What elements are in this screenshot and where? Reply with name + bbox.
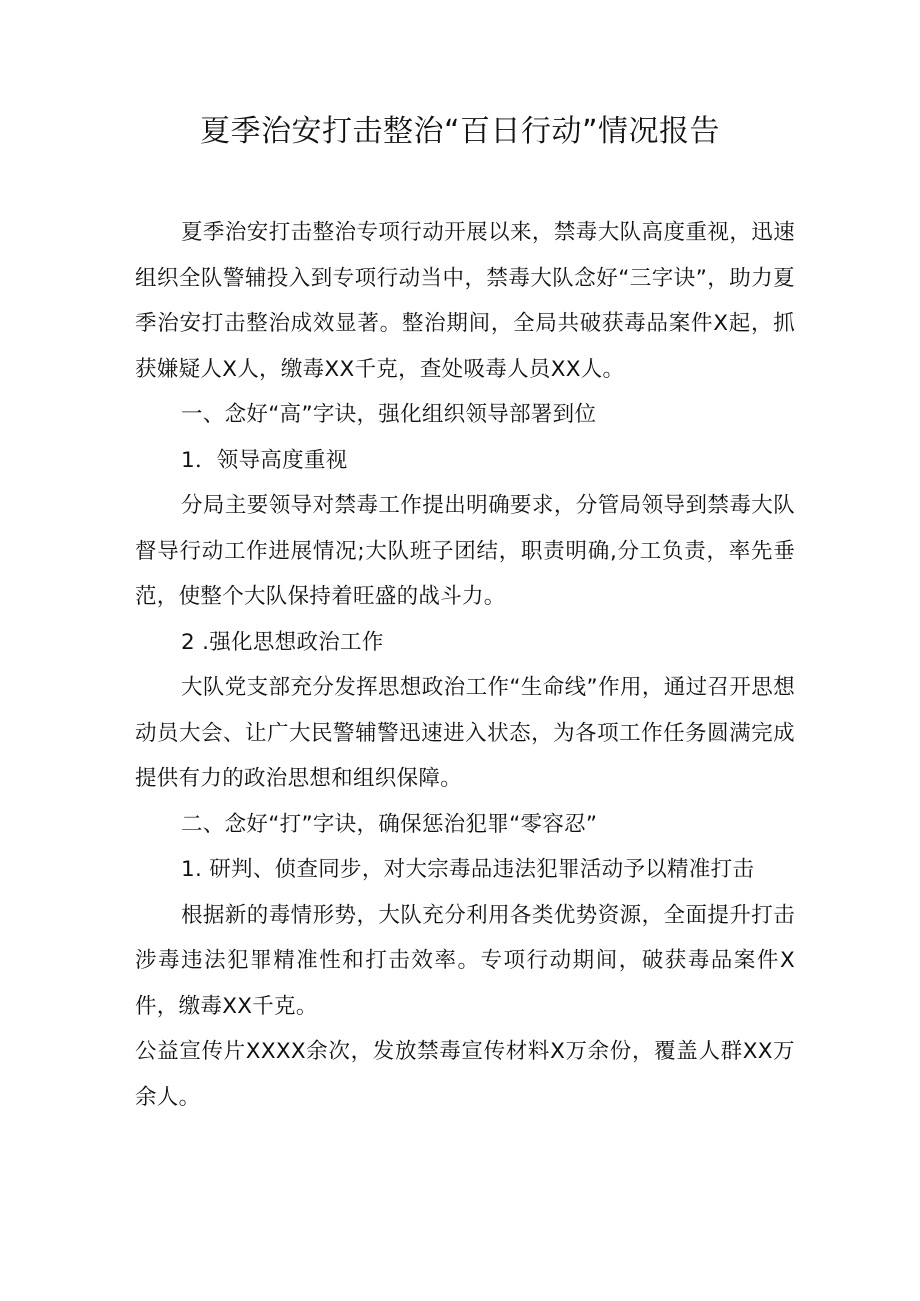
paragraph-1-2: 大队党支部充分发挥思想政治工作“生命线”作用，通过召开思想动员大会、让广大民警辅警迅速进入状态，为各项工作任务圆满完成提供有力的政治思想和组织保障。	[135, 675, 795, 791]
paragraph-2-1: 根据新的毒情形势，大队充分利用各类优势资源，全面提升打击涉毒违法犯罪精准性和打击效率。专项行动期间，破获毒品案件X件，缴毒XX千克。	[135, 902, 795, 1019]
document-title: 夏季治安打击整治“百日行动”情况报告	[199, 114, 721, 149]
subheading-1-2: 2 .强化思想政治工作	[181, 629, 384, 655]
paragraph-publicity: 公益宣传片XXXX余次，发放禁毒宣传材料X万余份，覆盖人群XX万余人。	[135, 1039, 795, 1110]
section-heading-1: 一、念好“高”字诀，强化组织领导部署到位	[181, 402, 597, 427]
paragraph-1-1: 分局主要领导对禁毒工作提出明确要求，分管局领导到禁毒大队督导行动工作进展情况;大队班子团结，职责明确,分工负责，率先垂范，使整个大队保持着旺盛的战斗力。	[135, 493, 795, 609]
subheading-2-1: 1. 研判、侦查同步，对大宗毒品违法犯罪活动予以精准打击	[181, 857, 755, 882]
document-body	[135, 210, 795, 1120]
paragraph-intro: 夏季治安打击整治专项行动开展以来，禁毒大队高度重视，迅速组织全队警辅投入到专项行动当中，禁毒大队念好“三字诀”，助力夏季治安打击整治成效显著。整治期间，全局共破获毒品案件X起，抓获嫌疑人X人，缴毒XX千克，查处吸毒人员XX人。	[135, 220, 795, 382]
subheading-1-1: 1．领导高度重视	[181, 447, 348, 473]
section-heading-2: 二、念好“打”字诀，确保惩治犯罪“零容忍”	[181, 811, 598, 837]
